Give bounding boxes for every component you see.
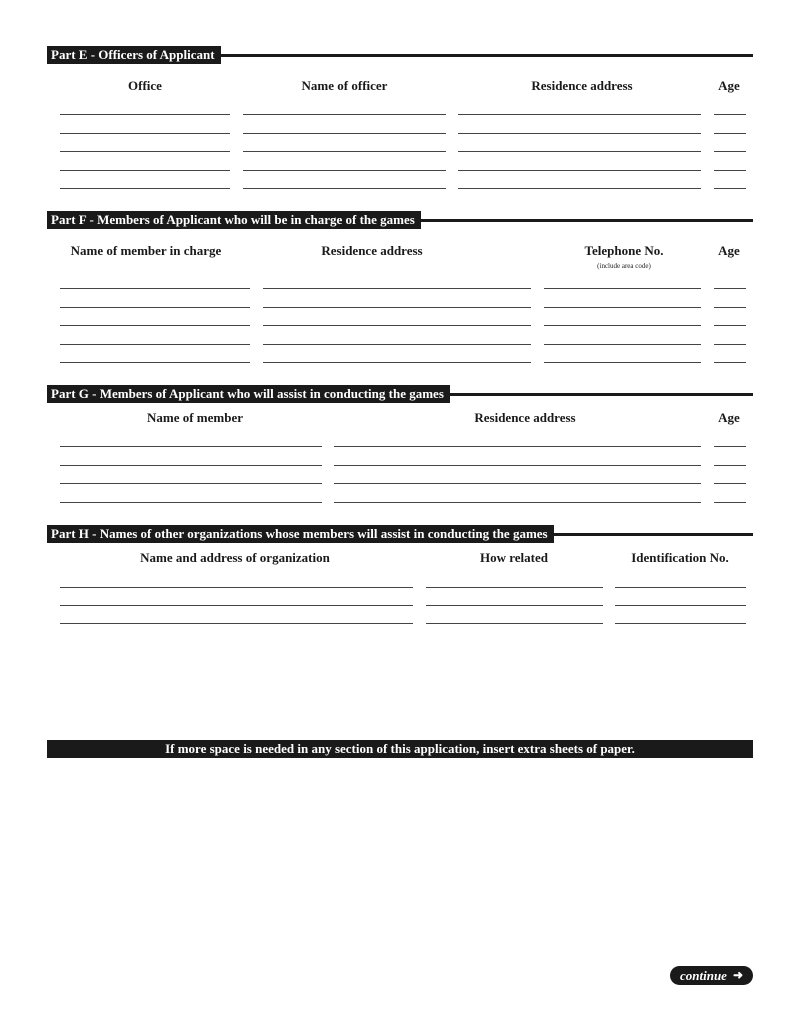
part-h-section bbox=[47, 525, 753, 635]
column-header-residence-address: Residence address bbox=[531, 78, 633, 93]
column-header-age: Age bbox=[718, 410, 740, 425]
blank-entry-line[interactable] bbox=[60, 307, 250, 308]
blank-entry-line[interactable] bbox=[243, 188, 446, 189]
blank-entry-line[interactable] bbox=[243, 133, 446, 134]
part-g-title: Part G - Members of Applicant who will assist in conducting the games bbox=[47, 385, 450, 403]
column-header-age: Age bbox=[718, 243, 740, 258]
blank-entry-line[interactable] bbox=[263, 325, 531, 326]
part-e-section bbox=[47, 46, 753, 196]
blank-entry-line[interactable] bbox=[714, 151, 746, 152]
blank-entry-line[interactable] bbox=[243, 170, 446, 171]
blank-entry-line[interactable] bbox=[243, 114, 446, 115]
blank-entry-line[interactable] bbox=[458, 151, 701, 152]
blank-entry-line[interactable] bbox=[714, 446, 746, 447]
blank-entry-line[interactable] bbox=[60, 362, 250, 363]
part-e-title: Part E - Officers of Applicant bbox=[47, 46, 221, 64]
blank-entry-line[interactable] bbox=[60, 114, 230, 115]
blank-entry-line[interactable] bbox=[714, 133, 746, 134]
part-f-header bbox=[47, 211, 753, 229]
blank-entry-line[interactable] bbox=[458, 114, 701, 115]
part-f-section bbox=[47, 211, 753, 371]
telephone-label: Telephone No. bbox=[584, 243, 664, 258]
part-g-section bbox=[47, 385, 753, 510]
blank-entry-line[interactable] bbox=[426, 623, 603, 624]
blank-entry-line[interactable] bbox=[426, 587, 603, 588]
blank-entry-line[interactable] bbox=[334, 465, 701, 466]
blank-entry-line[interactable] bbox=[60, 605, 413, 606]
blank-entry-line[interactable] bbox=[544, 307, 701, 308]
part-g-header bbox=[47, 385, 753, 403]
continue-label: continue bbox=[679, 967, 727, 983]
blank-entry-line[interactable] bbox=[263, 307, 531, 308]
part-h-title: Part H - Names of other organizations whose members will assist in conducting the games bbox=[47, 525, 554, 543]
blank-entry-line[interactable] bbox=[714, 465, 746, 466]
column-header-office: Office bbox=[128, 78, 162, 93]
blank-entry-line[interactable] bbox=[243, 151, 446, 152]
blank-entry-line[interactable] bbox=[714, 325, 746, 326]
blank-entry-line[interactable] bbox=[263, 344, 531, 345]
continue-button[interactable] bbox=[670, 966, 753, 985]
blank-entry-line[interactable] bbox=[60, 587, 413, 588]
blank-entry-line[interactable] bbox=[263, 288, 531, 289]
blank-entry-line[interactable] bbox=[615, 605, 746, 606]
blank-entry-line[interactable] bbox=[544, 325, 701, 326]
blank-entry-line[interactable] bbox=[714, 114, 746, 115]
blank-entry-line[interactable] bbox=[458, 133, 701, 134]
part-f-title: Part F - Members of Applicant who will be in charge of the games bbox=[47, 211, 421, 229]
arrow-right-icon: ➜ bbox=[732, 968, 744, 982]
blank-entry-line[interactable] bbox=[458, 170, 701, 171]
blank-entry-line[interactable] bbox=[714, 502, 746, 503]
column-header-name-of-member: Name of member bbox=[146, 410, 243, 425]
blank-entry-line[interactable] bbox=[544, 344, 701, 345]
blank-entry-line[interactable] bbox=[60, 502, 322, 503]
blank-entry-line[interactable] bbox=[334, 446, 701, 447]
column-header-name-of-officer: Name of officer bbox=[301, 78, 388, 93]
blank-entry-line[interactable] bbox=[714, 307, 746, 308]
column-header-residence-address: Residence address bbox=[321, 243, 423, 258]
column-header-age: Age bbox=[718, 78, 740, 93]
blank-entry-line[interactable] bbox=[60, 288, 250, 289]
blank-entry-line[interactable] bbox=[615, 587, 746, 588]
blank-entry-line[interactable] bbox=[426, 605, 603, 606]
blank-entry-line[interactable] bbox=[714, 344, 746, 345]
column-header-residence-address: Residence address bbox=[474, 410, 576, 425]
blank-entry-line[interactable] bbox=[334, 483, 701, 484]
blank-entry-line[interactable] bbox=[544, 362, 701, 363]
blank-entry-line[interactable] bbox=[60, 188, 230, 189]
blank-entry-line[interactable] bbox=[334, 502, 701, 503]
blank-entry-line[interactable] bbox=[60, 623, 413, 624]
blank-entry-line[interactable] bbox=[714, 170, 746, 171]
blank-entry-line[interactable] bbox=[714, 188, 746, 189]
blank-entry-line[interactable] bbox=[60, 133, 230, 134]
part-h-header bbox=[47, 525, 753, 543]
blank-entry-line[interactable] bbox=[615, 623, 746, 624]
column-header-identification-no: Identification No. bbox=[631, 550, 729, 565]
telephone-note: (include area code) bbox=[597, 262, 651, 270]
blank-entry-line[interactable] bbox=[714, 362, 746, 363]
part-e-header bbox=[47, 46, 753, 64]
blank-entry-line[interactable] bbox=[458, 188, 701, 189]
blank-entry-line[interactable] bbox=[714, 483, 746, 484]
blank-entry-line[interactable] bbox=[60, 170, 230, 171]
blank-entry-line[interactable] bbox=[60, 344, 250, 345]
column-header-name-of-member-in-charge: Name of member in charge bbox=[70, 243, 222, 258]
blank-entry-line[interactable] bbox=[60, 151, 230, 152]
blank-entry-line[interactable] bbox=[263, 362, 531, 363]
extra-space-note: If more space is needed in any section of this application, insert extra sheets of paper. bbox=[47, 740, 753, 758]
column-header-telephone bbox=[543, 243, 705, 270]
blank-entry-line[interactable] bbox=[544, 288, 701, 289]
column-header-how-related: How related bbox=[480, 550, 548, 565]
column-header-name-and-address: Name and address of organization bbox=[140, 550, 330, 565]
blank-entry-line[interactable] bbox=[60, 465, 322, 466]
blank-entry-line[interactable] bbox=[60, 446, 322, 447]
blank-entry-line[interactable] bbox=[60, 325, 250, 326]
blank-entry-line[interactable] bbox=[60, 483, 322, 484]
blank-entry-line[interactable] bbox=[714, 288, 746, 289]
